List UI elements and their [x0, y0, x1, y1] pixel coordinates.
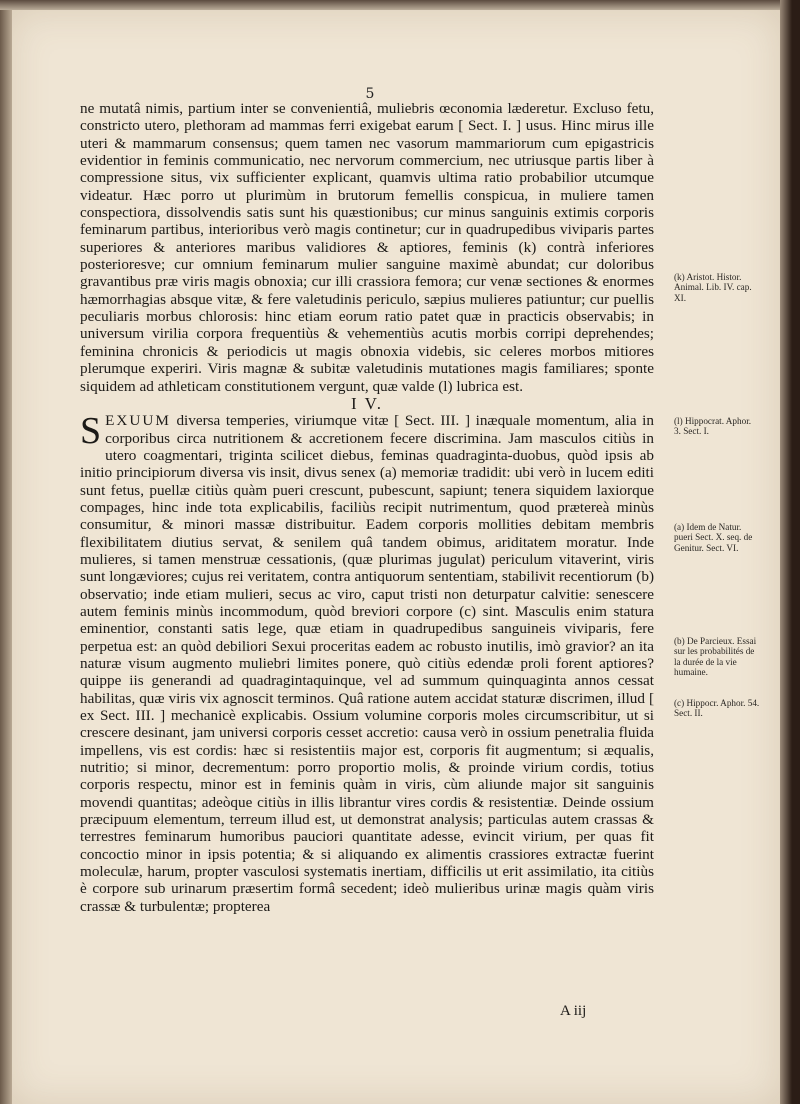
margin-note-k: (k) Aristot. Histor. Animal. Lib. IV. cap. XI.	[674, 272, 752, 303]
paragraph-2	[80, 412, 654, 915]
paragraph-1: ne mutatâ nimis, partium inter se convenientiâ, muliebris œconomia læderetur. Exclusо fetu, constricto utero, plethoram ad mammas ferri exigebat earum [ Sect. I. ] usus. Hinc mirus ille uteri & mammarum consensus; quem tamen nec vasorum mammariorum cum epigastricis evidentior in feminis communicatio, nec nervorum commercium, nec utriusque partis liber à compressione situs, vix sufficienter explicant, quamvis ultima ratio probabilior utcumque videatur. Hæc porro ut plurimùm in brutorum femellis conspicua, in muliere tamen conspectiora, dissolvendis satis sunt his quæstionibus; cur minus sanguinis extimis corporis feminarum partibus, interioribus verò magis continetur; cur in quadrupedibus viviparis partes superiores & anteriores maribus validiores & aptiores, feminis (k) contrà inferiores posterioresve; cur omnium feminarum mulier sanguine maximè abundat; cur doloribus gravantibus præ viris magis obnoxia; cur illi crassiora femora; cur venæ sectiones & enormes hæmorrhagias absque vitæ, & fere valetudinis periculo, sæpius mulieres patiuntur; cur puellis peculiaris morbus chlorosis: hinc etiam eorum ratio patet quæ in practicis observabis; in universum virilia corpora frequentiùs & vehementiùs acutis morbis corripi deprehendes; feminina chronicis & periodicis ut magis obnoxia videbis, sic celeres morbos mitiores plerumque experiri. Viris magnæ & subitæ valetudinis mutationes magis familiares; sponte siquidem ad athleticam constitutionem vergunt, quæ valde (l) lubrica est.	[80, 100, 654, 395]
drop-cap: S	[80, 410, 102, 453]
lead-word: EXUUM	[105, 412, 171, 430]
paragraph-2-text: diversa temperies, viriumque vitæ [ Sect. III. ] inæquale momentum, alia in corporibus circa nutritionem & accretionem fecere discrimina. Jam masculos citiùs in utero coagmentari, triginta scilicet diebus, feminas quadraginta-duobus, quòd ipsis ab initio principiorum diversa vis insit, divus senex (a) memoriæ tradidit: ubi verò in lucem editi sunt fetus, puellæ citiùs quàm pueri crescunt, pubescunt, sapiunt; tenera siquidem laxiorque compages, hinc inde tota explicabilis, faciliùs recipit nutrimentum, quod prætereà minùs consumitur, & minori massæ distribuitur. Eadem corporis mollities debitam membris flexibilitatem diutius servat, & senilem quâ tandem obimus, ariditatem moratur. Inde mulieres, si tamen menstruæ cessationis, (quæ plurimas jugulat) periculum vitaverint, viris sunt longæviores; cujus rei veritatem, contra antiquorum sententiam, stabilivit recentiorum (b) observatio; inde etiam mulieri, secus ac viro, caput tristi non deturpatur calvitie: senescere autem feminis minùs incommodum, quòd breviori corpore (c) sint. Masculis enim statura eminentior, constanti satis lege, quæ etiam in quadrupedibus sanguineis viviparis, fere perpetua est: an quòd debiliori Sexui proceritas eadem ac robusto inutilis, imò gravior? an ita naturæ visum augmento muliebri limites ponere, quò citiùs edendæ proli forent aptiores? quippe iis generandi ad quadragintaquinque, vel ad summum quinquaginta annos cessat habilitas, quæ viris vix agnoscit terminos. Quâ ratione autem accidat staturæ discrimen, illud [ ex Sect. III. ] mechanicè explicabis. Ossium volumine corporis moles circumscribitur, ut si crescere desinant, jam universi corporis cesset accretio: causa verò in ossium penetralia fluida impellens, vis est cordis: hæc si resistentiis major est, corporis fit augmentum; si æqualis, nutritio; si minor, decrementum: porro proportio molis, & proinde virium cordis, totius corporis respectu, minor est in feminis quàm in viris, cùm aliunde major sit sanguinis movendi quantitas; adeòque citiùs in illis librantur vires cordis & resistentiæ. Deinde ossium præcipuum elementum, terreum illud est, ut demonstrat analysis; particulas autem crassas & terrestres feminarum humoribus pauciori quantitate adesse, evincit virium, per quas fit concoctio minor in ipsis potentia; & si aliquando ex alimentis crassiores extractæ fuerint moleculæ, harum, propter vasculosi systematis inertiam, difficilis ut erit assimilatio, ita citiùs è corpore sub urinarum præsertim formâ secedent; ideò mulieribus urinæ magis quàm viris crassæ & turbulentæ; propterea	[80, 412, 654, 915]
page-number: 5	[365, 86, 375, 102]
margin-note-l: (l) Hippocrat. Aphor. 3. Sect. I.	[674, 416, 752, 437]
main-text-column	[80, 100, 654, 915]
section-heading: I V.	[351, 393, 383, 413]
margin-note-a: (a) Idem de Natur. pueri Sect. X. seq. de Genitur. Sect. VI.	[674, 522, 753, 553]
page-right-edge	[780, 0, 800, 1104]
book-spine-shadow	[0, 10, 12, 1104]
margin-note-c: (c) Hippocr. Aphor. 54. Sect. II.	[674, 698, 760, 719]
signature-mark: A iij	[560, 1003, 587, 1019]
margin-note-b: (b) De Parcieux. Essai sur les probabilités de la durée de la vie humaine.	[674, 636, 757, 678]
